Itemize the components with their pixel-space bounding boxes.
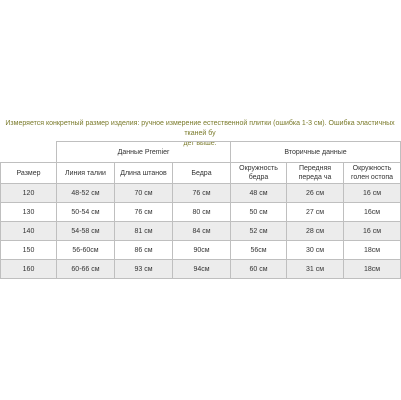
cell-size: 160	[1, 260, 57, 279]
cell-size: 130	[1, 203, 57, 222]
cell-waist: 50-54 см	[57, 203, 115, 222]
cell-ankle: 18см	[344, 241, 401, 260]
table-row	[1, 203, 401, 222]
cell-hips: 84 см	[173, 222, 231, 241]
cell-size: 140	[1, 222, 57, 241]
column-header-waist: Линия талии	[57, 163, 115, 184]
cell-size: 120	[1, 184, 57, 203]
note-line-2: дет выше.	[183, 140, 217, 147]
column-header-thigh: Окружность бедра	[231, 163, 287, 184]
column-header-row	[1, 163, 401, 184]
cell-ankle: 16 см	[344, 222, 401, 241]
cell-thigh: 48 см	[231, 184, 287, 203]
cell-ankle: 18см	[344, 260, 401, 279]
cell-waist: 54-58 см	[57, 222, 115, 241]
cell-hips: 94см	[173, 260, 231, 279]
cell-length: 76 см	[115, 203, 173, 222]
cell-hips: 90см	[173, 241, 231, 260]
table-row	[1, 260, 401, 279]
cell-hips: 76 см	[173, 184, 231, 203]
cell-thigh: 52 см	[231, 222, 287, 241]
cell-front-rise: 30 см	[287, 241, 344, 260]
cell-length: 81 см	[115, 222, 173, 241]
column-header-size: Размер	[1, 163, 57, 184]
cell-waist: 60-66 см	[57, 260, 115, 279]
cell-waist: 56-60см	[57, 241, 115, 260]
group-header-empty	[1, 142, 57, 163]
cell-size: 150	[1, 241, 57, 260]
cell-length: 86 см	[115, 241, 173, 260]
column-header-hips: Бедра	[173, 163, 231, 184]
cell-front-rise: 26 см	[287, 184, 344, 203]
group-header-premier: Данные Premier	[57, 142, 231, 163]
column-header-front-rise: Передняя переда ча	[287, 163, 344, 184]
measurement-note	[0, 119, 400, 147]
cell-front-rise: 28 см	[287, 222, 344, 241]
size-table	[0, 141, 401, 279]
cell-thigh: 56см	[231, 241, 287, 260]
cell-ankle: 16 см	[344, 184, 401, 203]
group-header-row	[1, 142, 401, 163]
column-header-ankle: Окружность голен остопа	[344, 163, 401, 184]
note-line-1: Измеряется конкретный размер изделия: ручное измерение естественной плитки (ошибка 1-3 см). Ошибка эластичных тканей бу	[5, 120, 395, 137]
group-header-secondary: Вторичные данные	[231, 142, 401, 163]
table-row	[1, 241, 401, 260]
cell-thigh: 60 см	[231, 260, 287, 279]
cell-front-rise: 27 см	[287, 203, 344, 222]
cell-length: 70 см	[115, 184, 173, 203]
cell-waist: 48-52 см	[57, 184, 115, 203]
table-row	[1, 184, 401, 203]
cell-ankle: 16см	[344, 203, 401, 222]
cell-thigh: 50 см	[231, 203, 287, 222]
cell-length: 93 см	[115, 260, 173, 279]
column-header-length: Длина штанов	[115, 163, 173, 184]
cell-front-rise: 31 см	[287, 260, 344, 279]
table-row	[1, 222, 401, 241]
cell-hips: 80 см	[173, 203, 231, 222]
